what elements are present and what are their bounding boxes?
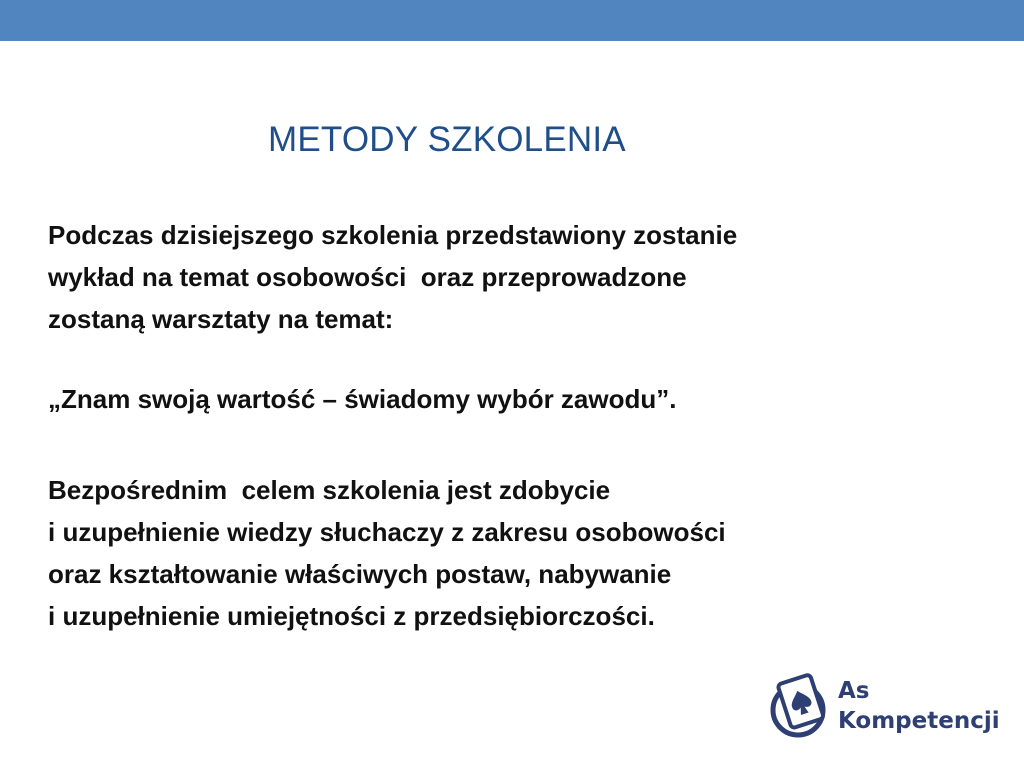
header-bar [0, 0, 1024, 41]
goal-paragraph [48, 469, 988, 637]
goal-line: i uzupełnienie umiejętności z przedsiębiorczości. [48, 601, 655, 631]
goal-line: i uzupełnienie wiedzy słuchaczy z zakresu osobowości [48, 517, 726, 547]
goal-line: oraz kształtowanie właściwych postaw, nabywanie [48, 559, 672, 589]
intro-line: zostaną warsztaty na temat: [48, 304, 394, 334]
intro-line: Podczas dzisiejszego szkolenia przedstawiony zostanie [48, 220, 738, 250]
intro-paragraph [48, 214, 988, 340]
quote-line: „Znam swoją wartość – świadomy wybór zawodu”. [48, 384, 677, 414]
spade-card-icon [768, 672, 832, 742]
slide-title: METODY SZKOLENIA [268, 120, 626, 159]
logo-text-kompetencji: Kompetencji [838, 708, 1000, 734]
workshop-quote [48, 378, 988, 420]
as-kompetencji-logo [768, 672, 998, 742]
goal-line: Bezpośrednim celem szkolenia jest zdobycie [48, 475, 611, 505]
intro-line: wykład na temat osobowości oraz przeprowadzone [48, 262, 687, 292]
logo-text-as: As [838, 678, 870, 704]
